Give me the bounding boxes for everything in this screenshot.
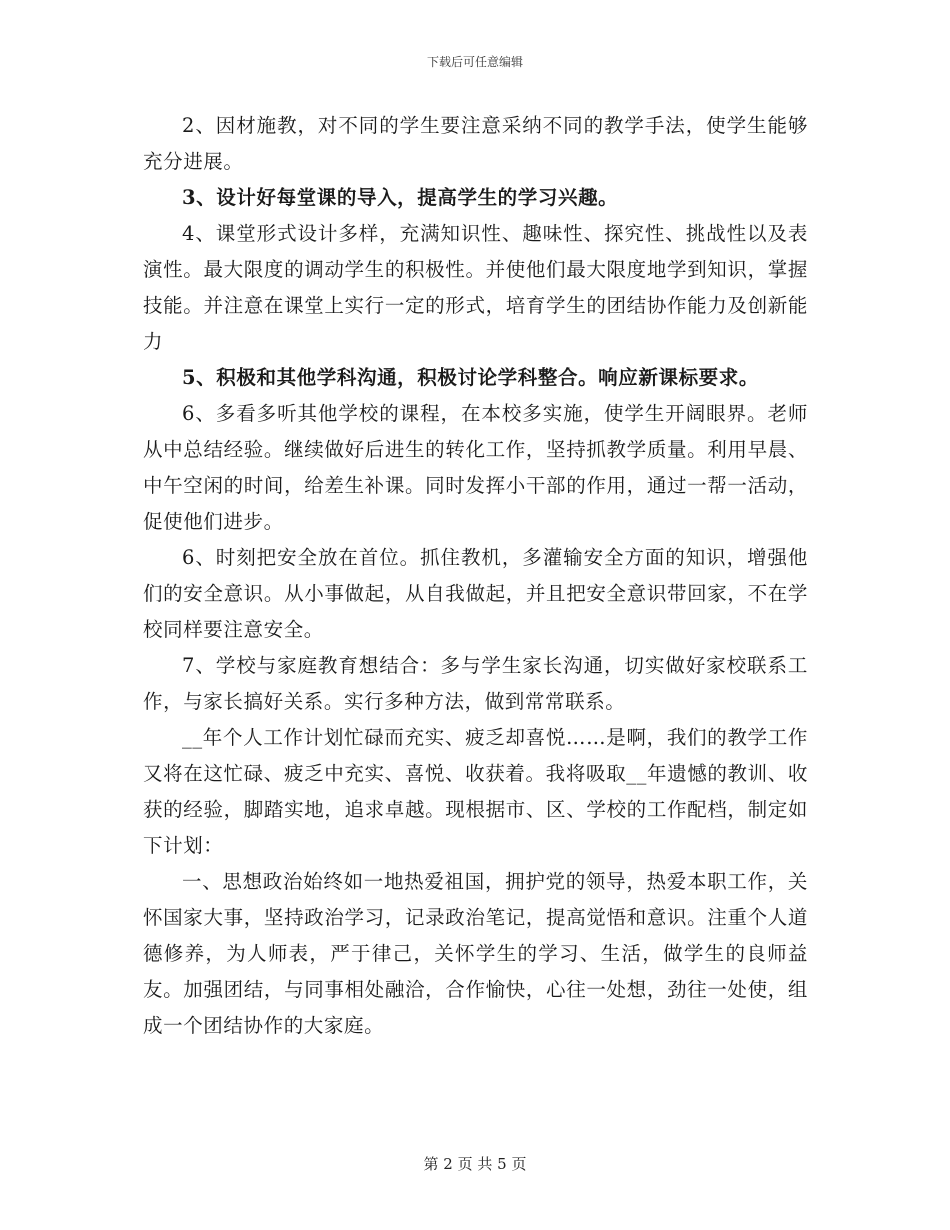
paragraph-item-7: 7、学校与家庭教育想结合：多与学生家长沟通，切实做好家校联系工作，与家长搞好关系。实行多种方法，做到常常联系。 xyxy=(143,654,808,713)
paragraph-item-2: 2、因材施教，对不同的学生要注意采纳不同的教学手法，使学生能够充分进展。 xyxy=(143,114,808,173)
page-footer: 第 2 页 共 5 页 xyxy=(423,1155,527,1173)
page-header: 下载后可任意编辑 xyxy=(426,55,523,69)
paragraph-section-one: 一、思想政治始终如一地热爱祖国，拥护党的领导，热爱本职工作，关怀国家大事，坚持政治学习，记录政治笔记，提高觉悟和意识。注重个人道德修养，为人师表，严于律己，关怀学生的学习、生活，做学生的良师益友。加强团结，与同事相处融洽，合作愉快，心往一处想，劲往一处使，组成一个团结协作的大家庭。 xyxy=(143,870,808,1037)
paragraph-item-6a: 6、多看多听其他学校的课程，在本校多实施，使学生开阔眼界。老师从中总结经验。继续做好后进生的转化工作，坚持抓教学质量。利用早晨、中午空闲的时间，给差生补课。同时发挥小干部的作用，通过一帮一活动，促使他们进步。 xyxy=(143,402,808,533)
paragraph-plan-intro: __年个人工作计划忙碌而充实、疲乏却喜悦……是啊，我们的教学工作又将在这忙碌、疲乏中充实、喜悦、收获着。我将吸取__年遗憾的教训、收获的经验，脚踏实地，追求卓越。现根据市、区、学校的工作配档，制定如下计划： xyxy=(143,726,808,857)
document-body xyxy=(143,108,808,1044)
paragraph-item-3-heading: 3、设计好每堂课的导入，提高学生的学习兴趣。 xyxy=(182,186,619,209)
paragraph-item-5-heading: 5、积极和其他学科沟通，积极讨论学科整合。响应新课标要求。 xyxy=(182,366,759,389)
paragraph-item-6b: 6、时刻把安全放在首位。抓住教机，多灌输安全方面的知识，增强他们的安全意识。从小事做起，从自我做起，并且把安全意识带回家，不在学校同样要注意安全。 xyxy=(143,546,808,641)
paragraph-item-4: 4、课堂形式设计多样，充满知识性、趣味性、探究性、挑战性以及表演性。最大限度的调动学生的积极性。并使他们最大限度地学到知识，掌握技能。并注意在课堂上实行一定的形式，培育学生的团结协作能力及创新能力 xyxy=(143,222,808,353)
